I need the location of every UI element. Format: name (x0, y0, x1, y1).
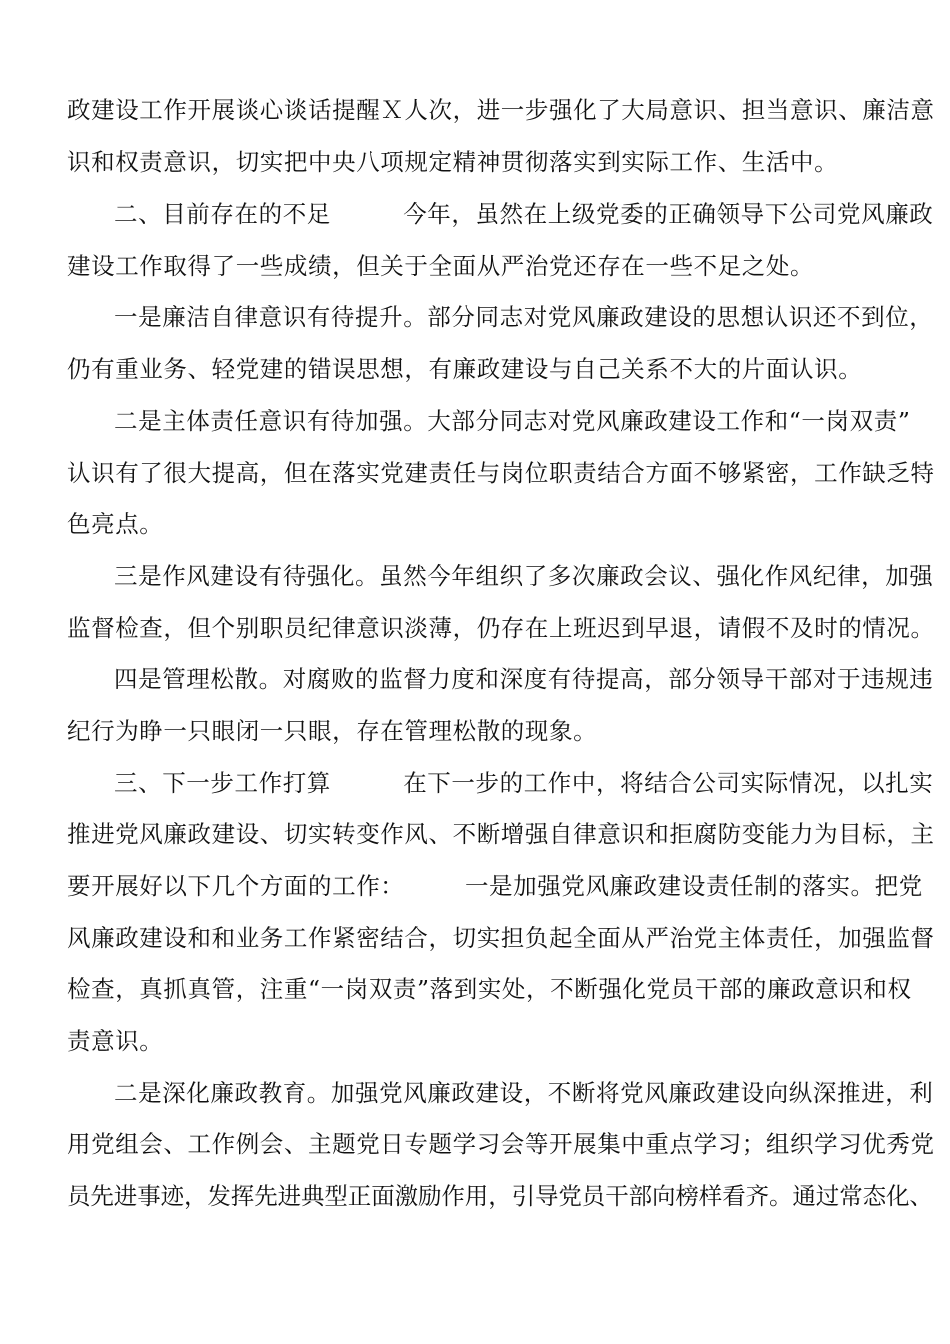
text-line: 员先进事迹，发挥先进典型正面激励作用，引导党员干部向榜样看齐。通过常态化、 (67, 1182, 933, 1210)
paragraph-start-line: 一是廉洁自律意识有待提升。部分同志对党风廉政建设的思想认识还不到位， (114, 303, 934, 331)
text-line: 仍有重业务、轻党建的错误思想，有廉政建设与自己关系不大的片面认识。 (67, 355, 863, 383)
paragraph-start-line: 二是主体责任意识有待加强。大部分同志对党风廉政建设工作和“一岗双责” (114, 407, 911, 435)
paragraph-start-line: 四是管理松散。对腐败的监督力度和深度有待提高，部分领导干部对于违规违 (114, 665, 934, 693)
text-line: 监督检查，但个别职员纪律意识淡薄，仍存在上班迟到早退，请假不及时的情况。 (67, 614, 935, 642)
text-line: 识和权责意识，切实把中央八项规定精神贯彻落实到实际工作、生活中。 (67, 148, 839, 176)
text-line: 纪行为睁一只眼闭一只眼，存在管理松散的现象。 (67, 717, 598, 745)
text-line: 检查，真抓真管，注重“一岗双责”落到实处，不断强化党员干部的廉政意识和权 (67, 975, 912, 1003)
text-line: 推进党风廉政建设、切实转变作风、不断增强自律意识和拒腐防变能力为目标，主 (67, 820, 935, 848)
section-heading-line: 二、目前存在的不足 今年，虽然在上级党委的正确领导下公司党风廉政 (114, 200, 934, 228)
section-heading-line: 三、下一步工作打算 在下一步的工作中，将结合公司实际情况，以扎实 (114, 769, 934, 797)
paragraph-start-line: 二是深化廉政教育。加强党风廉政建设，不断将党风廉政建设向纵深推进，利 (114, 1079, 934, 1107)
text-line: 色亮点。 (67, 510, 164, 538)
text-line: 建设工作取得了一些成绩，但关于全面从严治党还存在一些不足之处。 (67, 252, 815, 280)
text-line: 政建设工作开展谈心谈话提醒Ｘ人次，进一步强化了大局意识、担当意识、廉洁意 (67, 96, 935, 124)
text-line: 用党组会、工作例会、主题党日专题学习会等开展集中重点学习；组织学习优秀党 (67, 1130, 935, 1158)
text-line: 要开展好以下几个方面的工作： 一是加强党风廉政建设责任制的落实。把党 (67, 872, 923, 900)
text-line: 认识有了很大提高，但在落实党建责任与岗位职责结合方面不够紧密，工作缺乏特 (67, 459, 935, 487)
text-line: 风廉政建设和和业务工作紧密结合，切实担负起全面从严治党主体责任，加强监督 (67, 924, 935, 952)
paragraph-start-line: 三是作风建设有待强化。虽然今年组织了多次廉政会议、强化作风纪律，加强 (114, 562, 934, 590)
text-line: 责意识。 (67, 1027, 164, 1055)
